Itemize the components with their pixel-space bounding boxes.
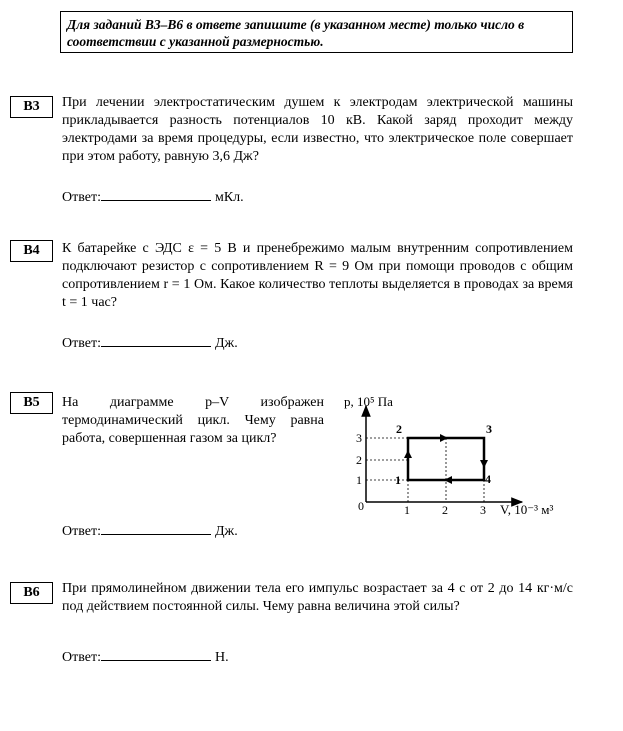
answer-unit: Н. <box>214 650 229 665</box>
question-text-b3: При лечении электростатическим душем к электродам электрической машины прикладывается разность потенциалов 10 кВ. Какой заряд проходит между электродами за время процедуры, если известно, что электрическое поле совершает при этом работу, равную 3,6 Дж? <box>62 95 573 164</box>
arrow-right-icon <box>440 434 448 442</box>
answer-field-b5[interactable] <box>101 520 211 535</box>
instruction-text: Для заданий В3–В6 в ответе запишите (в указанном месте) только число в соответствии с указанной размерностью. <box>67 17 525 49</box>
y-axis-label: p, 10⁵ Па <box>344 394 393 409</box>
x-tick-label: 1 <box>404 503 410 517</box>
answer-label: Ответ: <box>62 336 101 351</box>
question-label-b5: В5 <box>10 392 53 414</box>
y-tick-label: 2 <box>356 453 362 467</box>
y-tick-label: 1 <box>356 473 362 487</box>
arrow-left-icon <box>444 476 452 484</box>
answer-field-b4[interactable] <box>101 332 211 347</box>
x-axis-label: V, 10⁻³ м³ <box>500 502 554 517</box>
instruction-box <box>60 11 573 53</box>
answer-field-b3[interactable] <box>101 186 211 201</box>
answer-row-b5 <box>62 520 238 541</box>
question-label-b3: В3 <box>10 96 53 118</box>
answer-label: Ответ: <box>62 650 101 665</box>
point-label: 1 <box>395 473 401 487</box>
answer-label: Ответ: <box>62 524 101 539</box>
pv-diagram <box>330 390 570 520</box>
point-label: 3 <box>486 422 492 436</box>
origin-label: 0 <box>358 499 364 513</box>
answer-unit: Дж. <box>214 336 238 351</box>
point-label: 2 <box>396 422 402 436</box>
question-label-b4: В4 <box>10 240 53 262</box>
question-label-b6: В6 <box>10 582 53 604</box>
point-label: 4 <box>485 472 491 486</box>
answer-unit: Дж. <box>214 524 238 539</box>
arrow-up-icon <box>404 450 412 458</box>
question-text-b5: На диаграмме p–V изображен термодинамический цикл. Чему равна работа, совершенная газом за цикл? <box>62 395 324 446</box>
answer-row-b4 <box>62 332 238 353</box>
y-tick-label: 3 <box>356 431 362 445</box>
answer-label: Ответ: <box>62 190 101 205</box>
x-tick-label: 3 <box>480 503 486 517</box>
answer-field-b6[interactable] <box>101 646 211 661</box>
answer-unit: мКл. <box>214 190 244 205</box>
question-text-b6: При прямолинейном движении тела его импульс возрастает за 4 с от 2 до 14 кг·м/с под действием постоянной силы. Чему равна величина этой силы? <box>62 581 573 614</box>
x-tick-label: 2 <box>442 503 448 517</box>
question-text-b4: К батарейке с ЭДС ε = 5 В и пренебрежимо малым внутренним сопротивлением подключают резистор с сопротивлением R = 9 Ом при помощи проводов с общим сопротивлением r = 1 Ом. Какое количество теплоты выделяется в проводах за время t = 1 час? <box>62 241 573 310</box>
arrow-down-icon <box>480 460 488 468</box>
answer-row-b6 <box>62 646 229 667</box>
answer-row-b3 <box>62 186 244 207</box>
